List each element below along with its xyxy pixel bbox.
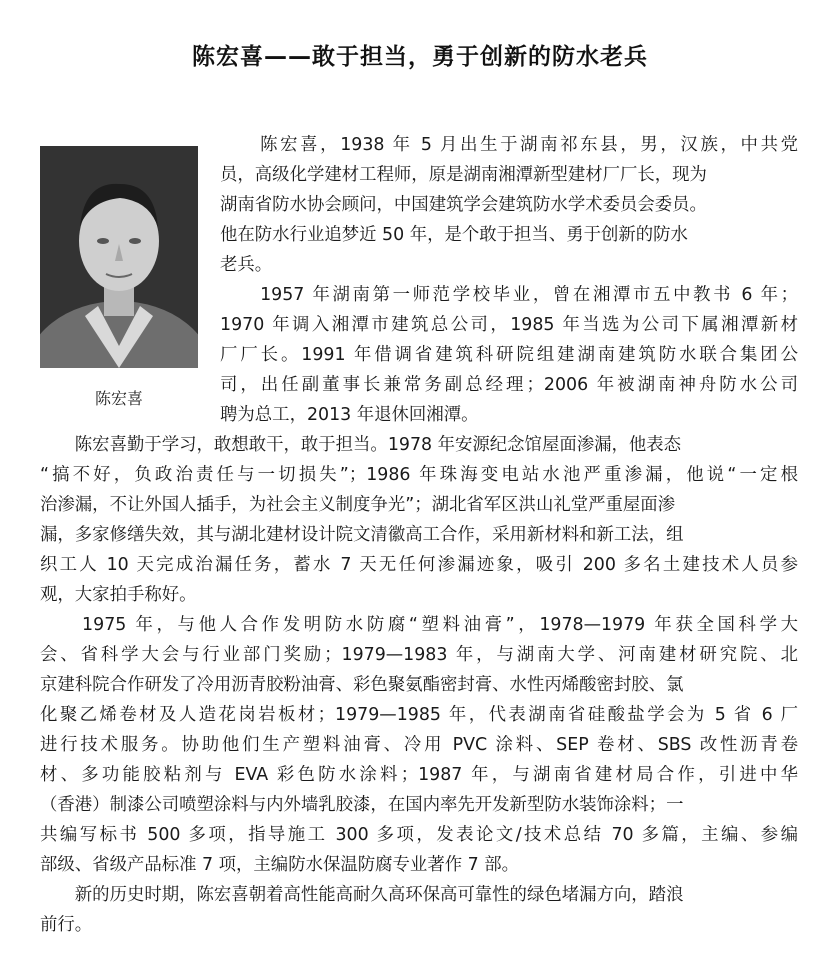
- text-line: 湖南省防水协会顾问，中国建筑学会建筑防水学术委员会委员。: [220, 195, 707, 215]
- text-line: 治渗漏，不让外国人插手，为社会主义制度争光”；湖北省军区洪山礼堂严重屋面渗: [40, 495, 676, 515]
- text-line: 进行技术服务。协助他们生产塑料油膏、冷用 PVC 涂料、SEP 卷材、SBS 改性沥青卷: [40, 735, 798, 755]
- text-line: 京建科院合作研发了冷用沥青胶粉油膏、彩色聚氨酯密封膏、水性丙烯酸密封胶、氯: [40, 675, 684, 695]
- intro-paragraphs: [220, 130, 798, 430]
- text-line: 观，大家拍手称好。: [40, 585, 197, 605]
- text-line: 厂厂长。1991 年借调省建筑科研院组建湖南建筑防水联合集团公: [220, 345, 798, 365]
- text-line: （香港）制漆公司喷塑涂料与内外墙乳胶漆，在国内率先开发新型防水装饰涂料；一: [40, 795, 684, 815]
- text-line: 部级、省级产品标准 7 项，主编防水保温防腐专业著作 7 部。: [40, 855, 520, 875]
- text-line: 老兵。: [220, 255, 273, 275]
- page-title: 陈宏喜——敢于担当，勇于创新的防水老兵: [192, 44, 648, 70]
- photo-caption: 陈宏喜: [94, 389, 143, 408]
- text-line: 1975 年，与他人合作发明防水防腐“塑料油膏”，1978—1979 年获全国科学大: [40, 615, 798, 635]
- text-line: 他在防水行业追梦近 50 年，是个敢于担当、勇于创新的防水: [220, 225, 688, 245]
- text-line: 材、多功能胶粘剂与 EVA 彩色防水涂料；1987 年，与湖南省建材局合作，引进中华: [40, 765, 798, 785]
- text-line: 漏，多家修缮失效，其与湖北建材设计院文清徽高工合作，采用新材料和新工法，组: [40, 525, 684, 545]
- text-line: 1970 年调入湘潭市建筑总公司，1985 年当选为公司下属湘潭新材: [220, 315, 798, 335]
- text-line: 化聚乙烯卷材及人造花岗岩板材；1979—1985 年，代表湖南省硅酸盐学会为 5 省 6 厂: [40, 705, 798, 725]
- text-line: 1957 年湖南第一师范学校毕业，曾在湘潭市五中教书 6 年；: [220, 285, 798, 305]
- text-line: 前行。: [40, 915, 93, 935]
- text-line: 司，出任副董事长兼常务副总经理；2006 年被湖南神舟防水公司: [220, 375, 798, 395]
- portrait-photo: [40, 146, 198, 368]
- body-paragraphs: [40, 430, 798, 940]
- text-line: 织工人 10 天完成治漏任务，蓄水 7 天无任何渗漏迹象，吸引 200 多名土建技术人员参: [40, 555, 798, 575]
- text-line: 共编写标书 500 多项，指导施工 300 多项，发表论文/技术总结 70 多篇，主编、参编: [40, 825, 798, 845]
- portrait-image: [40, 146, 198, 368]
- text-line: 陈宏喜，1938 年 5 月出生于湖南祁东县，男，汉族，中共党: [220, 135, 798, 155]
- text-line: 员，高级化学建材工程师，原是湖南湘潭新型建材厂厂长，现为: [220, 165, 707, 185]
- text-line: 会、省科学大会与行业部门奖励；1979—1983 年，与湖南大学、河南建材研究院、北: [40, 645, 798, 665]
- text-line: 陈宏喜勤于学习，敢想敢干，敢于担当。1978 年安源纪念馆屋面渗漏，他表态: [40, 435, 682, 455]
- text-line: 聘为总工，2013 年退休回湘潭。: [220, 405, 479, 425]
- text-line: 新的历史时期，陈宏喜朝着高性能高耐久高环保高可靠性的绿色堵漏方向，踏浪: [40, 885, 684, 905]
- text-line: “搞不好，负政治责任与一切损失”；1986 年珠海变电站水池严重渗漏，他说“一定根: [40, 465, 798, 485]
